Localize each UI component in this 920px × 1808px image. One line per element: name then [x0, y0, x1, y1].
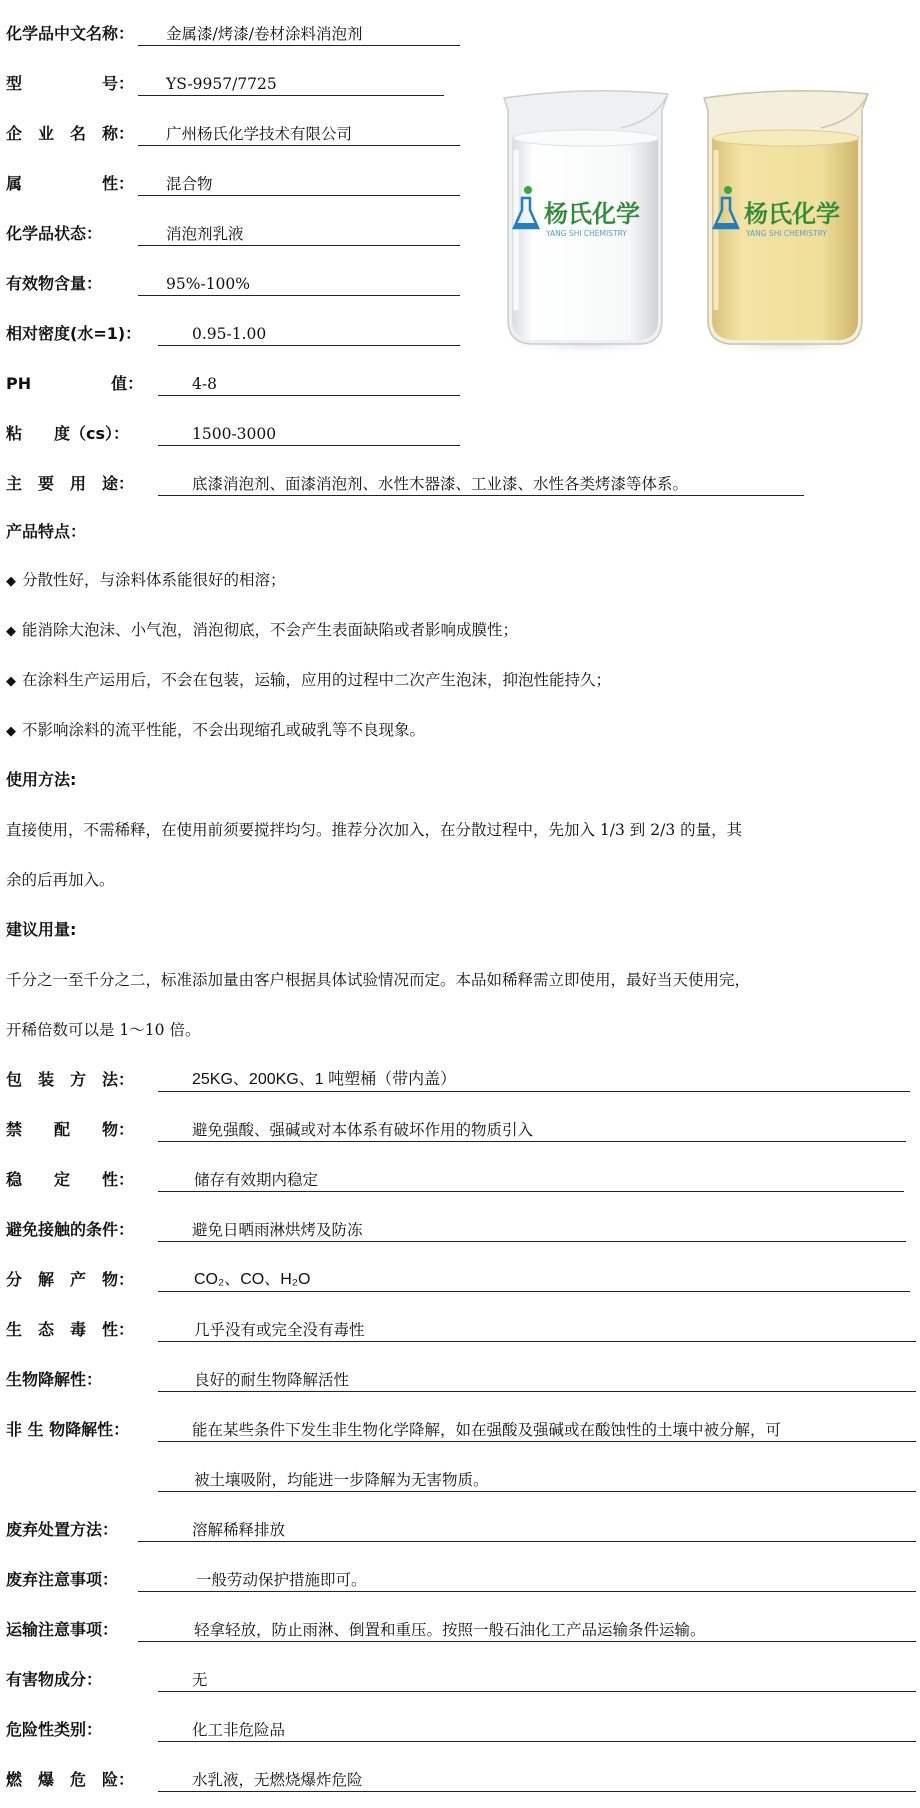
spec-label: 禁 配 物：: [6, 1120, 135, 1139]
spec-label: 型 号：: [6, 74, 135, 93]
spec-label: 主 要 用 途：: [6, 474, 135, 493]
spec-value: CO₂、CO、H₂O: [158, 1266, 910, 1292]
diamond-bullet-icon: ◆: [6, 574, 16, 589]
spec-label: 废弃处置方法：: [6, 1520, 119, 1539]
usage-title: 使用方法:: [6, 770, 77, 789]
logo-text-cn: 杨氏化学: [744, 200, 840, 228]
dosage-text-line: 千分之一至千分之二，标准添加量由客户根据具体试验情况而定。本品如稀释需立即使用，最好当天使用完，: [6, 971, 751, 989]
diamond-bullet-icon: ◆: [6, 624, 16, 639]
product-beakers-image: [486, 80, 916, 380]
spec-value: 0.95-1.00: [158, 320, 460, 346]
spec-value: 1500-3000: [158, 420, 460, 446]
spec-label: 包 装 方 法：: [6, 1070, 135, 1089]
spec-value: 几乎没有或完全没有毒性: [158, 1316, 916, 1342]
spec-value: 消泡剂乳液: [138, 220, 460, 246]
spec-label: 粘 度（cs）：: [6, 424, 130, 443]
spec-label: 生物降解性：: [6, 1370, 103, 1389]
spec-value: 被土壤吸附，均能进一步降解为无害物质。: [158, 1466, 916, 1492]
spec-value: 一般劳动保护措施即可。: [138, 1566, 916, 1592]
diamond-bullet-icon: ◆: [6, 724, 16, 739]
spec-value: 避免日晒雨淋烘烤及防冻: [158, 1216, 906, 1242]
dosage-text-line: 开稀倍数可以是 1～10 倍。: [6, 1021, 201, 1039]
dosage-title: 建议用量:: [6, 920, 77, 939]
spec-value: 溶解稀释排放: [138, 1516, 916, 1542]
spec-value: 25KG、200KG、1 吨塑桶（带内盖）: [158, 1066, 910, 1092]
spec-label: 废弃注意事项：: [6, 1570, 119, 1589]
spec-value: 4-8: [158, 370, 460, 396]
spec-value: 良好的耐生物降解活性: [158, 1366, 916, 1392]
feature-item: ◆ 不影响涂料的流平性能，不会出现缩孔或破乳等不良现象。: [6, 721, 426, 739]
features-title: 产品特点：: [6, 522, 87, 541]
logo-text-cn: 杨氏化学: [544, 200, 640, 228]
spec-value: 混合物: [138, 170, 460, 196]
spec-label: 避免接触的条件：: [6, 1220, 135, 1239]
spec-label: 属 性：: [6, 174, 135, 193]
logo-text-en: YANG SHI CHEMISTRY: [546, 229, 627, 238]
spec-value: 金属漆/烤漆/卷材涂料消泡剂: [138, 20, 460, 46]
spec-value: 避免强酸、强碱或对本体系有破坏作用的物质引入: [158, 1116, 906, 1142]
usage-text-line: 直接使用，不需稀释，在使用前须要搅拌均匀。推荐分次加入，在分散过程中，先加入 1/3 到 2/3 的量，其: [6, 821, 743, 839]
spec-label: 有害物成分：: [6, 1670, 103, 1689]
spec-value: 储存有效期内稳定: [158, 1166, 904, 1192]
spec-value: 95%-100%: [138, 270, 460, 296]
spec-label: 非 生 物降解性：: [6, 1420, 130, 1439]
spec-label: 生 态 毒 性：: [6, 1320, 135, 1339]
spec-label: PH 值：: [6, 374, 144, 393]
spec-label: 运输注意事项：: [6, 1620, 119, 1639]
spec-value: 广州杨氏化学技术有限公司: [138, 120, 460, 146]
feature-item: ◆ 分散性好，与涂料体系能很好的相溶；: [6, 571, 286, 589]
spec-value: 轻拿轻放，防止雨淋、倒置和重压。按照一般石油化工产品运输条件运输。: [138, 1616, 916, 1642]
feature-item: ◆ 在涂料生产运用后，不会在包装，运输，应用的过程中二次产生泡沫，抑泡性能持久；: [6, 671, 612, 689]
spec-value: 水乳液，无燃烧爆炸危险: [158, 1766, 916, 1792]
spec-label: 稳 定 性：: [6, 1170, 135, 1189]
spec-label: 化学品中文名称：: [6, 24, 135, 43]
spec-label: 分 解 产 物：: [6, 1270, 135, 1289]
diamond-bullet-icon: ◆: [6, 674, 16, 689]
feature-item: ◆ 能消除大泡沫、小气泡，消泡彻底，不会产生表面缺陷或者影响成膜性；: [6, 621, 519, 639]
spec-value: 底漆消泡剂、面漆消泡剂、水性木器漆、工业漆、水性各类烤漆等体系。: [158, 470, 804, 496]
spec-label: 燃 爆 危 险：: [6, 1770, 135, 1789]
spec-label: 化学品状态：: [6, 224, 103, 243]
spec-value: 无: [158, 1666, 916, 1692]
spec-label: 企 业 名 称：: [6, 124, 135, 143]
spec-label: 有效物含量：: [6, 274, 103, 293]
logo-text-en: YANG SHI CHEMISTRY: [746, 229, 827, 238]
spec-label: 相对密度(水=1)：: [6, 324, 142, 343]
spec-value: 能在某些条件下发生非生物化学降解，如在强酸及强碱或在酸蚀性的土壤中被分解，可: [158, 1416, 916, 1442]
spec-label: 危险性类别：: [6, 1720, 103, 1739]
spec-value: 化工非危险品: [158, 1716, 916, 1742]
spec-value: YS-9957/7725: [138, 70, 444, 96]
usage-text-line: 余的后再加入。: [6, 871, 115, 889]
